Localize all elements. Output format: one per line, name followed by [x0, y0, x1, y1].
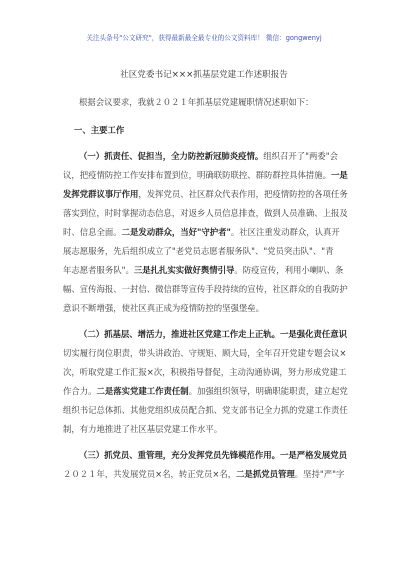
para1-line4: 落实到位，时时掌握动态信息，对返乡人员信息排查，做到人员准确、上报及 [63, 208, 348, 218]
para1-heading: （一）抓责任、促担当，全力防控新冠肺炎疫情。 [79, 151, 264, 161]
para1-bold: 三是扎扎实实做好舆情引导 [133, 265, 235, 275]
para1-line3 [63, 188, 348, 200]
para2-line5: 组织书记总体抓、其他党组织成员配合抓、党支部书记全力抓的党建工作责任 [63, 405, 348, 415]
top-banner[interactable]: 关注头条号"公文研究"，获得最新最全最专业的公文资料库！ 微信：gongwenyj [86, 34, 322, 42]
para2-text: 。加强组织领导，明确职能职责，建立起党 [188, 386, 348, 396]
para2-line2: 切实履行岗位职责，带头讲政治、守规矩、顾大局，全年召开党建专题会议× [63, 348, 347, 358]
para2-bold: 二是落实党建工作责任制 [96, 386, 189, 396]
para1-line2 [63, 169, 348, 181]
page-title: 社区党委书记×××抓基层党建工作述职报告 [120, 70, 288, 80]
para3-line1: （三）抓党员、重管理，充分发挥党员先锋模范作用。一是严格发展党员 [79, 450, 347, 460]
para1-bold: 发挥党群议事厅作用 [63, 189, 139, 199]
para1-text: 时、信息全面。 [63, 227, 122, 237]
para3-text: ２０２１年，共发展党员×名，转正党员×名， [63, 469, 237, 479]
para1-line1 [79, 150, 338, 162]
para3-bold: 二是抓党员管理 [236, 469, 295, 479]
para3-text: 。坚持"严"字 [294, 469, 345, 479]
para3-line2 [63, 468, 344, 480]
para1-text: 议，把疫情防控工作安排布置到位，明确联防联控、群防群控具体措施。 [63, 170, 331, 180]
para1-line6: 展志愿服务，先后组织成立了"老党员志愿者服务队"、"党员突击队"、"青 [63, 246, 334, 256]
para1-text: 。防疫宣传，利用小喇叭、条 [234, 265, 344, 275]
para2-line3: 次，听取党建工作汇报×次，积极指导督促，主动沟通协调，努力形成党建工 [63, 367, 347, 377]
para1-text: 年志愿者服务队"。 [63, 265, 134, 275]
para1-text: ，发挥党员、社区群众代表作用，把疫情防控的各项任务 [138, 189, 348, 199]
intro-line: 根据会议要求，我就２０２１年抓基层党建履职情况述职如下： [79, 97, 314, 107]
para1-line9: 意识不断增强，使社区真正成为疫情防控的坚强堡垒。 [63, 303, 264, 313]
para2-bold: 一是强化责任意识 [280, 329, 347, 339]
para2-line4 [63, 385, 348, 397]
para2-line6: 制，有力地推进了社区基层党建工作水平。 [63, 424, 223, 434]
para2-line1 [79, 328, 347, 340]
section-heading-1: 一、主要工作 [74, 125, 125, 135]
para1-text: 。社区注重发动群众，认真开 [230, 227, 340, 237]
para1-line8: 幅、宣传海报、一封信、微信群等宣传手段持续的宣传，社区群众的自我防护 [63, 284, 348, 294]
para1-text: 组织召开了"两委"会 [263, 151, 338, 161]
para2-heading: （二）抓基层、增活力，推进社区党建工作走上正轨。 [79, 329, 280, 339]
para1-line5 [63, 226, 340, 238]
para1-bold: 二是发动群众，当好"守护者" [121, 227, 231, 237]
para2-text: 作合力。 [63, 386, 97, 396]
para1-line7 [63, 264, 343, 276]
para1-bold: 一是 [331, 170, 348, 180]
